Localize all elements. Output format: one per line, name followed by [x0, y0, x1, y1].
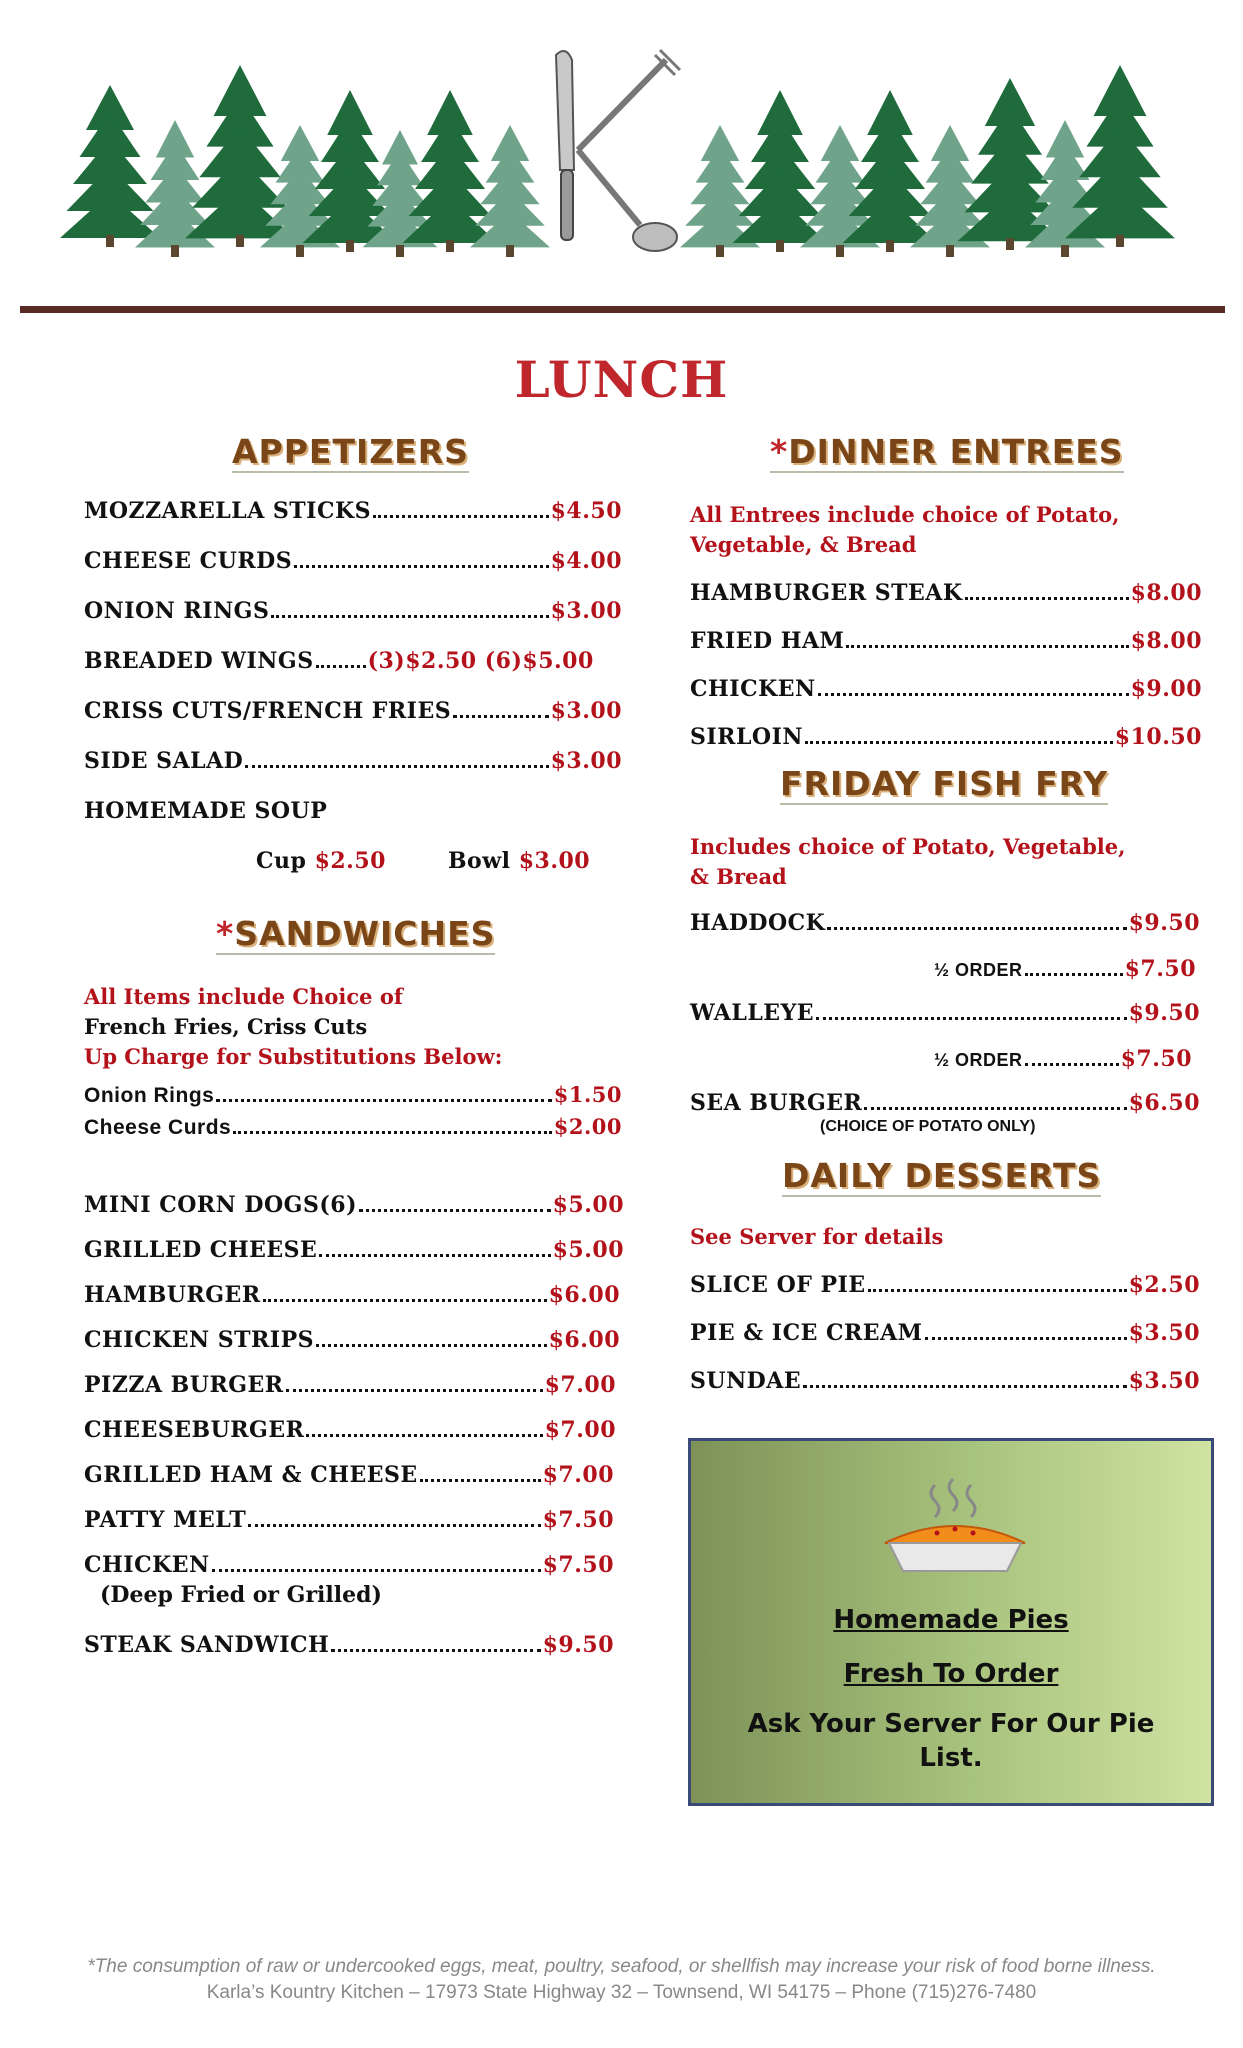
- pine-tree-icon: [733, 90, 828, 252]
- sandwiches-note-3: Up Charge for Substitutions Below:: [84, 1044, 503, 1069]
- menu-item: PIE & ICE CREAM $3.50: [690, 1320, 1200, 1346]
- menu-item: SUNDAE $3.50: [690, 1368, 1200, 1394]
- menu-item: FRIED HAM $8.00: [690, 628, 1202, 654]
- menu-item: BREADED WINGS (3)$2.50 (6)$5.00: [84, 648, 594, 674]
- menu-item: WALLEYE $9.50: [690, 1000, 1200, 1026]
- appetizers-heading: APPETIZERS: [232, 432, 469, 471]
- chicken-note: (Deep Fried or Grilled): [100, 1582, 382, 1608]
- menu-item: CHEESE CURDS $4.00: [84, 548, 622, 574]
- menu-item: CHICKEN $7.50: [84, 1552, 614, 1578]
- menu-item: MOZZARELLA STICKS $4.50: [84, 498, 622, 524]
- cutlery-k-logo: [556, 50, 680, 251]
- restaurant-address: Karla’s Kountry Kitchen – 17973 State Highway 32 – Townsend, WI 54175 – Phone (715)276-7480: [206, 1982, 1037, 2003]
- pie-promo-line-3: Ask Your Server For Our Pie: [747, 1709, 1155, 1739]
- upcharge-item: Cheese Curds $2.00: [84, 1114, 622, 1139]
- menu-item: HAMBURGER STEAK $8.00: [690, 580, 1202, 606]
- menu-item-half: ½ ORDER $7.50: [934, 1046, 1192, 1072]
- menu-item: ONION RINGS $3.00: [84, 598, 622, 624]
- menu-item: CHICKEN $9.00: [690, 676, 1202, 702]
- menu-item: SEA BURGER $6.50: [690, 1090, 1200, 1116]
- dinner-entrees-heading: *DINNER ENTREES: [770, 432, 1124, 471]
- sandwiches-heading: *SANDWICHES: [216, 914, 496, 953]
- dinner-note-1: All Entrees include choice of Potato,: [690, 502, 1120, 527]
- menu-item: HADDOCK $9.50: [690, 910, 1200, 936]
- menu-item: SIRLOIN $10.50: [690, 724, 1202, 750]
- menu-item: SIDE SALAD $3.00: [84, 748, 622, 774]
- fish-note-1: Includes choice of Potato, Vegetable,: [690, 834, 1126, 859]
- tree-row-left: [60, 65, 550, 257]
- pie-promo-box: [688, 1438, 1214, 1806]
- header-divider: [20, 306, 1225, 313]
- menu-item: CHEESEBURGER $7.00: [84, 1417, 616, 1443]
- menu-item: GRILLED CHEESE $5.00: [84, 1237, 624, 1263]
- menu-item: CHICKEN STRIPS $6.00: [84, 1327, 620, 1353]
- pie-icon: [875, 1475, 1035, 1585]
- upcharge-item: Onion Rings $1.50: [84, 1082, 622, 1107]
- soup-sizes: Cup $2.50 Bowl $3.00: [256, 848, 591, 874]
- food-safety-disclaimer: *The consumption of raw or undercooked eggs, meat, poultry, seafood, or shellfish may increase your risk of food borne illness.: [87, 1956, 1156, 1977]
- pine-tree-icon: [403, 90, 498, 252]
- menu-item: MINI CORN DOGS(6) $5.00: [84, 1192, 624, 1218]
- sea-burger-note: (CHOICE OF POTATO ONLY): [820, 1118, 1036, 1135]
- sandwiches-note-2: French Fries, Criss Cuts: [84, 1014, 368, 1039]
- fish-fry-heading: FRIDAY FISH FRY: [780, 764, 1109, 803]
- menu-item: HAMBURGER $6.00: [84, 1282, 620, 1308]
- sandwiches-note-1: All Items include Choice of: [84, 984, 403, 1009]
- tree-row-right: [680, 65, 1175, 257]
- menu-item: STEAK SANDWICH $9.50: [84, 1632, 614, 1658]
- menu-item: GRILLED HAM & CHEESE $7.00: [84, 1462, 614, 1488]
- menu-item: CRISS CUTS/FRENCH FRIES $3.00: [84, 698, 622, 724]
- fish-note-2: & Bread: [690, 864, 787, 889]
- desserts-note: See Server for details: [690, 1224, 944, 1249]
- page-title: LUNCH: [514, 350, 729, 409]
- menu-item: PATTY MELT $7.50: [84, 1507, 614, 1533]
- pie-promo-line-4: List.: [919, 1743, 983, 1773]
- menu-item-half: ½ ORDER $7.50: [934, 956, 1196, 982]
- pie-promo-line-1: Homemade Pies: [833, 1605, 1069, 1635]
- pine-tree-icon: [470, 125, 550, 257]
- menu-item-soup: HOMEMADE SOUP: [84, 798, 328, 824]
- menu-item: SLICE OF PIE $2.50: [690, 1272, 1200, 1298]
- desserts-heading: DAILY DESSERTS: [782, 1156, 1102, 1195]
- dinner-note-2: Vegetable, & Bread: [690, 532, 917, 557]
- header-banner: [0, 0, 1243, 300]
- pie-promo-line-2: Fresh To Order: [843, 1659, 1059, 1689]
- menu-item: PIZZA BURGER $7.00: [84, 1372, 616, 1398]
